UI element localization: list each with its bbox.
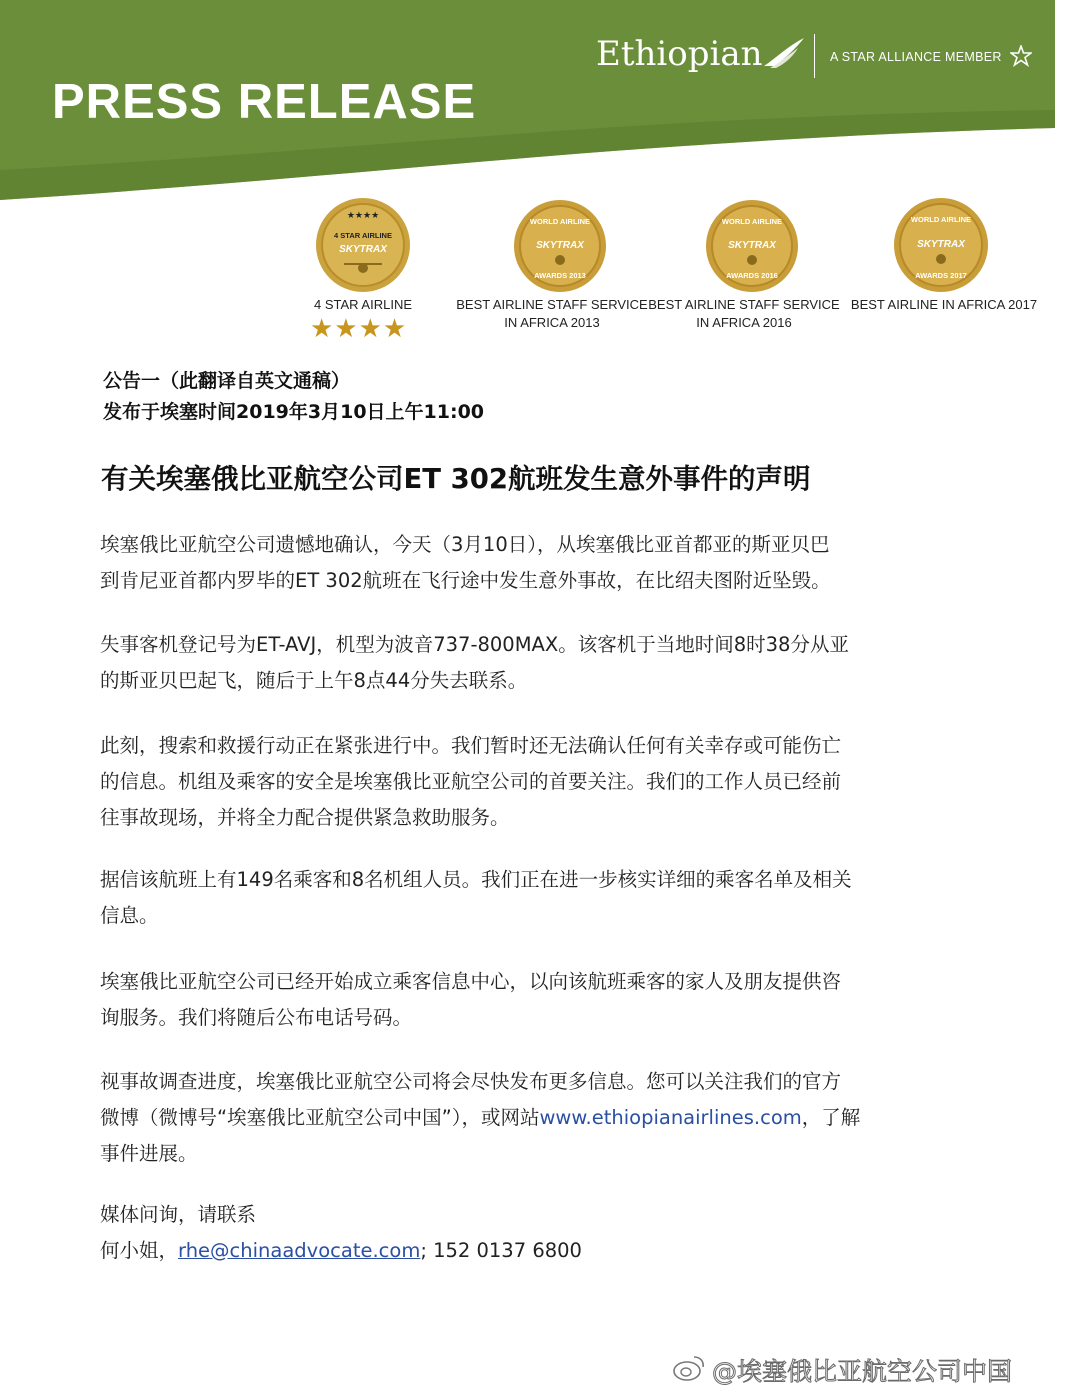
award-caption-line: IN AFRICA 2013 (504, 315, 600, 330)
ethiopian-logo-text: Ethiopian (596, 34, 763, 74)
svg-text:SKYTRAX: SKYTRAX (536, 240, 584, 251)
paragraph-line: 据信该航班上有149名乘客和8名机组人员。我们正在进一步核实详细的乘客名单及相关 (100, 868, 852, 891)
paragraph-3 (100, 728, 975, 836)
medal-2016-icon (704, 198, 800, 294)
notice-label: 公告一（此翻译自英文通稿） (103, 370, 351, 392)
award-caption-line: IN AFRICA 2016 (696, 315, 792, 330)
paragraph-line: 到肯尼亚首都内罗毕的ET 302航班在飞行途中发生意外事故，在比绍夫图附近坠毁。 (100, 569, 831, 592)
paragraph-line: 此刻，搜索和救援行动正在紧张进行中。我们暂时还无法确认任何有关幸存或可能伤亡 (100, 734, 842, 757)
award-caption-2 (452, 296, 652, 332)
svg-text:AWARDS 2013: AWARDS 2013 (534, 271, 586, 280)
award-caption-1 (298, 296, 428, 314)
award-caption-line: 4 STAR AIRLINE (313, 297, 412, 312)
four-star-rating: ★★★★ (310, 314, 408, 344)
contact-email-link[interactable]: rhe@chinaadvocate.com (178, 1239, 421, 1262)
star-alliance-label: A STAR ALLIANCE MEMBER (830, 50, 1002, 64)
statement-headline: 有关埃塞俄比亚航空公司ET 302航班发生意外事件的声明 (101, 463, 811, 495)
award-caption-line: BEST AIRLINE STAFF SERVICE (648, 297, 840, 312)
paragraph-2 (100, 627, 975, 699)
weibo-icon (672, 1352, 706, 1382)
paragraph-line (100, 1100, 975, 1136)
publish-time: 发布于埃塞时间2019年3月10日上午11:00 (103, 401, 485, 423)
paragraph-1 (100, 527, 975, 599)
paragraph-line: 往事故现场，并将全力配合提供紧急救助服务。 (100, 806, 510, 829)
svg-text:★★★★: ★★★★ (346, 210, 380, 220)
logo-divider (814, 34, 815, 78)
media-contact (100, 1197, 975, 1269)
paragraph-line: 的斯亚贝巴起飞，随后于上午8点44分失去联系。 (100, 669, 528, 692)
contact-intro: 媒体问询，请联系 (100, 1203, 257, 1226)
contact-phone: ; 152 0137 6800 (420, 1239, 582, 1262)
svg-text:SKYTRAX: SKYTRAX (917, 239, 965, 250)
svg-text:SKYTRAX: SKYTRAX (728, 240, 776, 251)
paragraph-line: 失事客机登记号为ET-AVJ，机型为波音737-800MAX。该客机于当地时间8时38分从亚 (100, 633, 849, 656)
medal-4-star-icon (314, 196, 412, 294)
paragraph-4 (100, 862, 975, 934)
svg-text:AWARDS 2016: AWARDS 2016 (726, 271, 778, 280)
paragraph-line: 埃塞俄比亚航空公司遗憾地确认，今天（3月10日），从埃塞俄比亚首都亚的斯亚贝巴 (100, 533, 830, 556)
paragraph-line: 事件进展。 (100, 1142, 198, 1165)
svg-text:WORLD AIRLINE: WORLD AIRLINE (529, 217, 591, 226)
followup-text: ，了解 (801, 1106, 861, 1129)
ethiopian-bird-icon (762, 36, 806, 70)
medal-2013-icon (512, 198, 608, 294)
award-caption-line: BEST AIRLINE STAFF SERVICE (456, 297, 648, 312)
website-link[interactable]: www.ethiopianairlines.com (539, 1106, 802, 1129)
paragraph-line: 询服务。我们将随后公布电话号码。 (100, 1006, 413, 1029)
paragraph-5 (100, 964, 975, 1036)
award-caption-line: BEST AIRLINE IN AFRICA 2017 (850, 297, 1038, 312)
paragraph-line: 的信息。机组及乘客的安全是埃塞俄比亚航空公司的首要关注。我们的工作人员已经前 (100, 770, 842, 793)
contact-name: 何小姐， (100, 1239, 179, 1262)
paragraph-line: 视事故调查进度，埃塞俄比亚航空公司将会尽快发布更多信息。您可以关注我们的官方 (100, 1070, 842, 1093)
medal-mid-text: SKYTRAX (339, 244, 387, 255)
star-alliance-icon (1010, 45, 1032, 67)
followup-text: 微博（微博号“埃塞俄比亚航空公司中国”），或网站 (100, 1106, 540, 1129)
medal-2017-icon (892, 196, 990, 294)
weibo-watermark: @埃塞俄比亚航空公司中国 (712, 1357, 1013, 1386)
award-caption-3 (646, 296, 842, 332)
paragraph-line: 信息。 (100, 904, 159, 927)
svg-text:WORLD AIRLINE: WORLD AIRLINE (721, 217, 783, 226)
paragraph-line: 埃塞俄比亚航空公司已经开始成立乘客信息中心，以向该航班乘客的家人及朋友提供咨 (100, 970, 842, 993)
medal-top-text: 4 STAR AIRLINE (334, 231, 392, 240)
press-release-title: PRESS RELEASE (52, 75, 477, 129)
award-caption-4 (846, 296, 1042, 314)
contact-line (100, 1233, 975, 1269)
paragraph-6 (100, 1064, 975, 1172)
svg-text:AWARDS 2017: AWARDS 2017 (915, 271, 967, 280)
svg-text:WORLD AIRLINE: WORLD AIRLINE (910, 215, 972, 224)
